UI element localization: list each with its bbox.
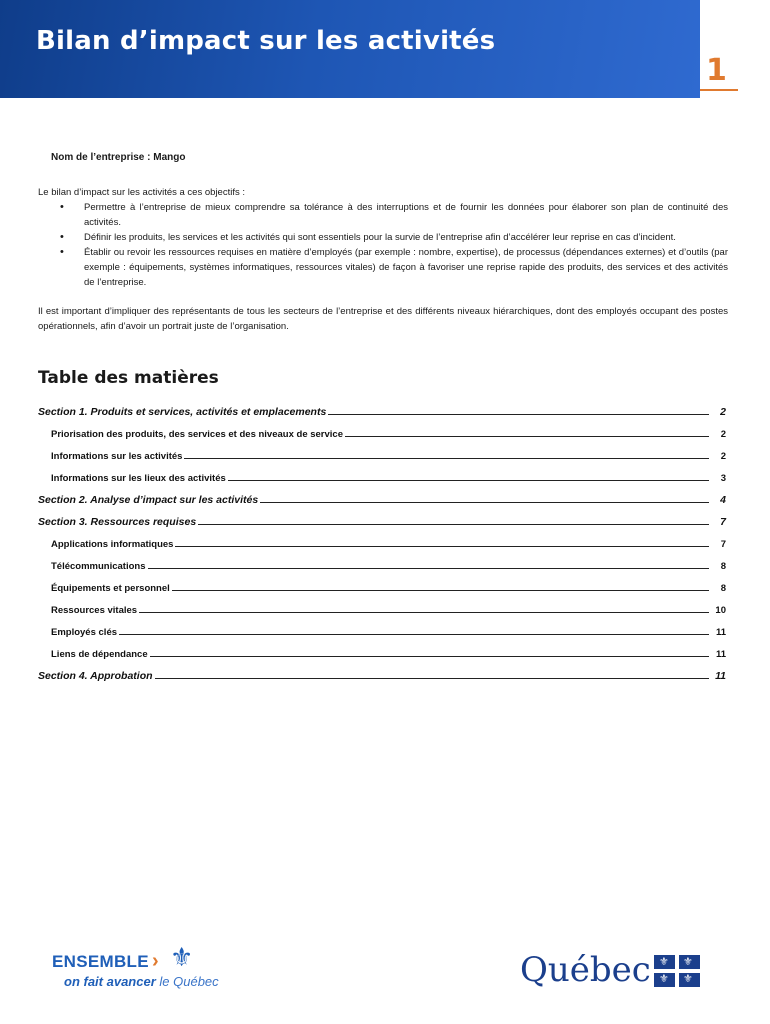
header-banner [0,0,700,98]
objective-item: • Permettre à l’entreprise de mieux comprendre sa tolérance à des interruptions et de fournir les données pour élaborer son plan de continuité des activités. [84,200,728,230]
quebec-flag-icon: ⚜ ⚜ ⚜ ⚜ [654,955,700,987]
toc-entry-page: 2 [720,451,726,462]
toc-leader-line [345,435,709,437]
toc-entry-page: 10 [715,605,726,616]
toc-entry-page: 2 [720,429,726,440]
toc-subsection-entry[interactable] [38,462,726,484]
toc-entry-label: Informations sur les activités [51,451,183,462]
page-number-underline [700,89,738,91]
toc-entry-label: Ressources vitales [51,605,138,616]
toc-subsection-entry[interactable] [38,594,726,616]
toc-section-entry[interactable] [38,396,726,418]
intro-content [38,150,728,334]
document-title: Bilan d’impact sur les activités [36,26,496,56]
toc-leader-line [228,479,709,481]
toc-section-entry[interactable] [38,484,726,506]
toc-entry-page: 8 [720,561,726,572]
ensemble-text: ENSEMBLE [52,952,149,971]
toc-entry-page: 3 [720,473,726,484]
toc-section-entry[interactable] [38,506,726,528]
toc-entry-page: 11 [715,627,726,638]
objective-item: • Établir ou revoir les ressources requises en matière d’employés (par exemple : nombre, expertise), de processus (dépendances externes) et d’outils (par exemple : équipements, systèmes informatiques, ressources vitales) de façon à favoriser une reprise rapide des produits, des services et des activités de l’entreprise. [84,245,728,290]
fleur-de-lis-icon: ⚜ [170,942,194,972]
toc-entry-label: Télécommunications [51,561,146,572]
ensemble-logo [52,940,252,1000]
toc-title: Table des matières [38,368,219,388]
toc-entry-label: Section 3. Ressources requises [38,516,197,528]
toc-subsection-entry[interactable] [38,616,726,638]
toc-entry-label: Section 1. Produits et services, activités et emplacements [38,406,327,418]
toc-entry-page: 4 [720,494,726,506]
intro-text: Le bilan d’impact sur les activités a ces objectifs : [38,187,245,198]
objective-item: • Définir les produits, les services et les activités qui sont essentiels pour la survie de l’entreprise afin d’accélérer leur reprise en cas d’incident. [84,230,728,245]
toc-subsection-entry[interactable] [38,550,726,572]
toc-entry-label: Section 2. Analyse d’impact sur les activités [38,494,259,506]
toc-leader-line [172,589,709,591]
toc-entry-label: Équipements et personnel [51,583,170,594]
toc-entry-label: Applications informatiques [51,539,174,550]
toc-entry-page: 2 [720,406,726,418]
toc-section-entry[interactable] [38,660,726,682]
toc-entry-label: Employés clés [51,627,118,638]
toc-entry-page: 7 [720,539,726,550]
company-name: Nom de l’entreprise : Mango [51,152,186,163]
toc-entry-page: 7 [720,516,726,528]
toc-leader-line [328,413,709,415]
toc-subsection-entry[interactable] [38,638,726,660]
toc-entry-page: 11 [715,649,726,660]
toc-leader-line [198,523,709,525]
toc-subsection-entry[interactable] [38,418,726,440]
quebec-wordmark: Québec [520,950,651,990]
toc-leader-line [119,633,709,635]
table-of-contents [38,396,726,682]
toc-leader-line [175,545,709,547]
ensemble-tagline: on fait avancer le Québec [64,974,219,989]
toc-entry-label: Priorisation des produits, des services et des niveaux de service [51,429,343,440]
toc-entry-page: 8 [720,583,726,594]
toc-leader-line [150,655,709,657]
toc-leader-line [260,501,709,503]
toc-leader-line [155,677,709,679]
toc-leader-line [148,567,710,569]
toc-entry-label: Informations sur les lieux des activités [51,473,226,484]
toc-subsection-entry[interactable] [38,528,726,550]
chevron-right-icon: › [152,950,159,972]
toc-subsection-entry[interactable] [38,572,726,594]
important-note: Il est important d’impliquer des représentants de tous les secteurs de l’entreprise et des différents niveaux hiérarchiques, dont des employés occupant des postes opérationnels, afin d’avoir un portrait juste de l’organisation. [38,306,728,332]
page-number: 1 [706,53,727,88]
toc-leader-line [184,457,709,459]
toc-leader-line [139,611,709,613]
toc-entry-label: Liens de dépendance [51,649,148,660]
objectives-list [38,200,728,290]
toc-entry-label: Section 4. Approbation [38,670,153,682]
toc-entry-page: 11 [715,670,726,682]
toc-subsection-entry[interactable] [38,440,726,462]
